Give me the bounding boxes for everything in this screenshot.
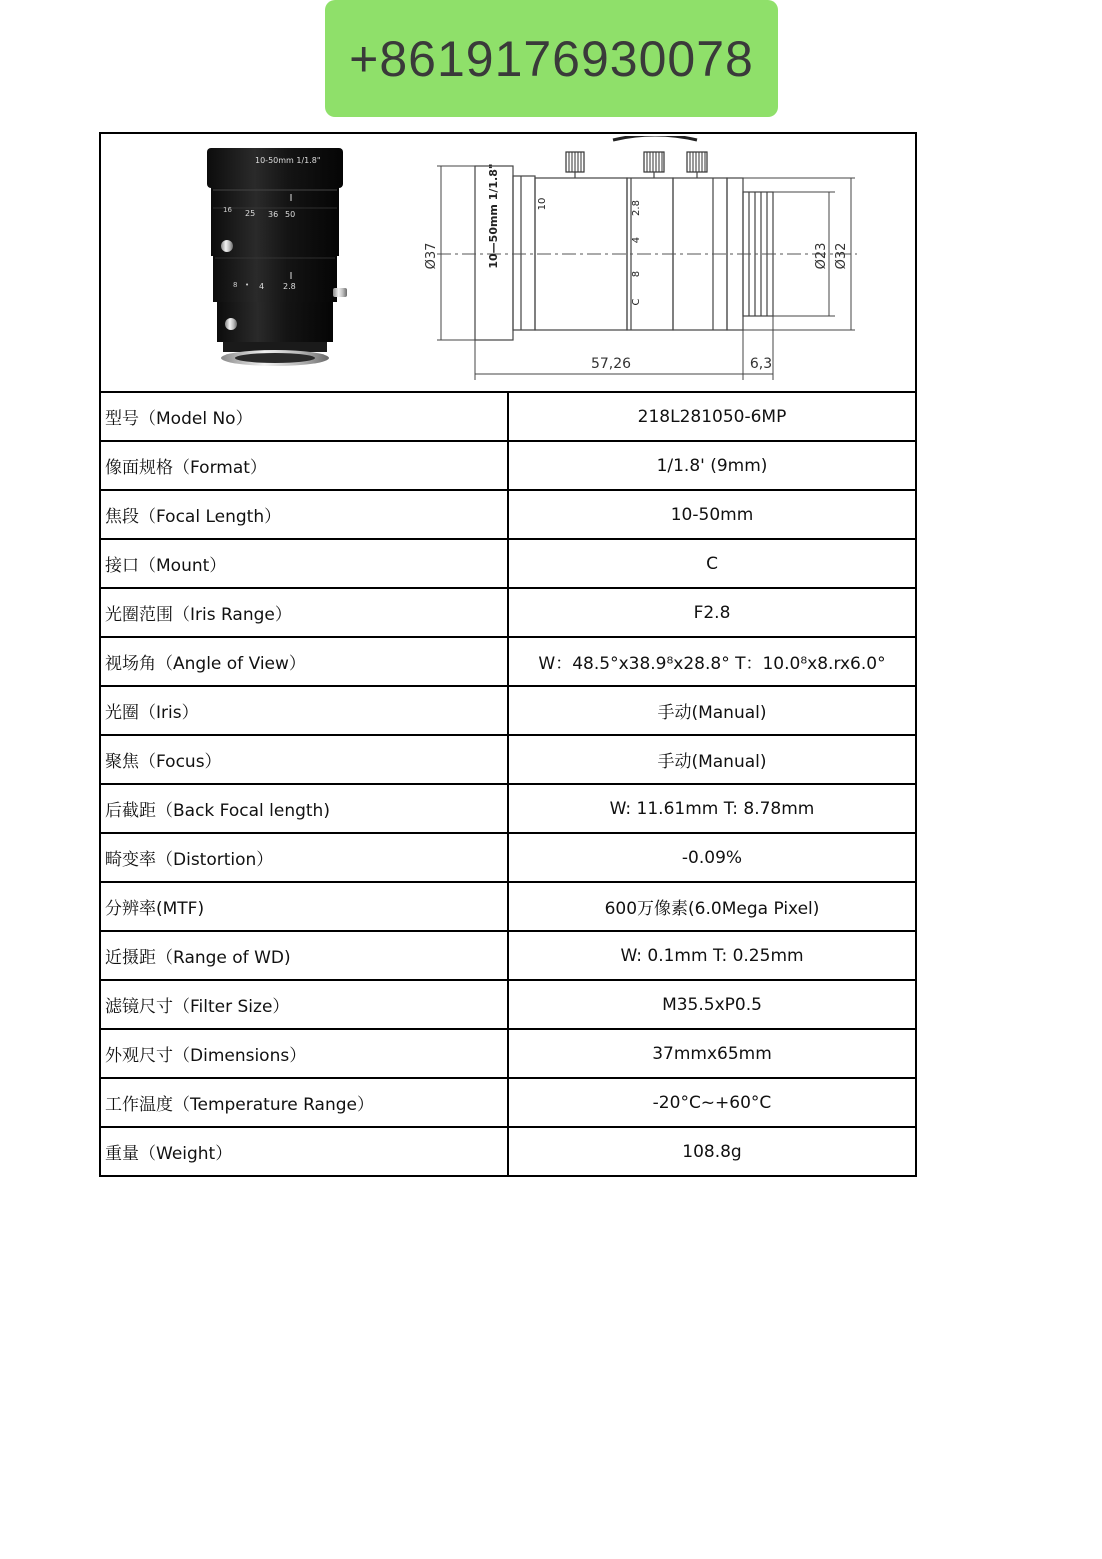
spec-row-mtf: [100, 882, 916, 931]
spec-value: W: 11.61mm T: 8.78mm: [508, 784, 916, 833]
spec-label: 聚焦（Focus）: [100, 735, 508, 784]
ring-mark-2-8: 2.8: [631, 200, 642, 216]
lens-photo: [205, 146, 355, 368]
spec-value: 37mmx65mm: [508, 1029, 916, 1078]
lens-dimension-drawing: [417, 136, 867, 386]
spec-label: 后截距（Back Focal length): [100, 784, 508, 833]
spec-row-back-focal-length: [100, 784, 916, 833]
spec-row-mount: [100, 539, 916, 588]
dim-diameter-32: Ø32: [834, 242, 849, 270]
zoom-mark-16: 16: [223, 206, 232, 214]
spec-value: 218L281050-6MP: [508, 392, 916, 441]
spec-label: 近摄距（Range of WD): [100, 931, 508, 980]
phone-number: +8619176930078: [349, 30, 754, 87]
spec-label: 重量（Weight）: [100, 1127, 508, 1176]
iris-mark-8: 8: [233, 281, 238, 289]
image-row: [100, 133, 916, 392]
spec-row-weight: [100, 1127, 916, 1176]
spec-row-angle-of-view: [100, 637, 916, 686]
spec-value: 10-50mm: [508, 490, 916, 539]
spec-label: 畸变率（Distortion）: [100, 833, 508, 882]
spec-label: 分辨率(MTF): [100, 882, 508, 931]
spec-row-range-of-wd: [100, 931, 916, 980]
dim-length-main: 57,26: [590, 356, 632, 372]
spec-row-temperature-range: [100, 1078, 916, 1127]
ring-mark-c: C: [631, 298, 642, 306]
spec-value: 手动(Manual): [508, 686, 916, 735]
ring-mark-10: 10: [537, 197, 548, 211]
spec-value: F2.8: [508, 588, 916, 637]
zoom-lock-screw: [221, 240, 233, 252]
spec-label: 外观尺寸（Dimensions）: [100, 1029, 508, 1078]
spec-row-distortion: [100, 833, 916, 882]
dim-length-back: 6,3: [749, 356, 773, 372]
spec-row-iris-range: [100, 588, 916, 637]
spec-row-format: [100, 441, 916, 490]
spec-value: -20°C~+60°C: [508, 1078, 916, 1127]
spec-label: 接口（Mount）: [100, 539, 508, 588]
spec-value: C: [508, 539, 916, 588]
spec-label: 焦段（Focal Length）: [100, 490, 508, 539]
spec-label: 像面规格（Format）: [100, 441, 508, 490]
spec-value: 600万像素(6.0Mega Pixel): [508, 882, 916, 931]
spec-value: W: 0.1mm T: 0.25mm: [508, 931, 916, 980]
barrel-text: 10—50mm 1/1.8": [487, 163, 500, 269]
spec-value: 108.8g: [508, 1127, 916, 1176]
spec-row-filter-size: [100, 980, 916, 1029]
iris-mark-4: 4: [259, 282, 265, 291]
zoom-mark-36: 36: [268, 210, 279, 219]
spec-label: 滤镜尺寸（Filter Size）: [100, 980, 508, 1029]
spec-row-focus: [100, 735, 916, 784]
spec-value: M35.5xP0.5: [508, 980, 916, 1029]
dim-diameter-23: Ø23: [814, 242, 829, 270]
spec-value: 1/1.8' (9mm): [508, 441, 916, 490]
spec-value: W：48.5°x38.9⁸x28.8° T：10.0⁸x8.rx6.0°: [508, 637, 916, 686]
spec-label: 型号（Model No）: [100, 392, 508, 441]
spec-label: 光圈范围（Iris Range）: [100, 588, 508, 637]
iris-mark-dot: •: [245, 281, 250, 289]
spec-label: 视场角（Angle of View）: [100, 637, 508, 686]
spec-row-iris: [100, 686, 916, 735]
spec-value: 手动(Manual): [508, 735, 916, 784]
spec-value: -0.09%: [508, 833, 916, 882]
spec-row-model: [100, 392, 916, 441]
spec-label: 光圈（Iris）: [100, 686, 508, 735]
focus-lock-screw: [225, 318, 237, 330]
spec-label: 工作温度（Temperature Range）: [100, 1078, 508, 1127]
phone-number-banner: [325, 0, 778, 117]
iris-lock-screw: [333, 288, 347, 297]
spec-row-dimensions: [100, 1029, 916, 1078]
dim-diameter-37: Ø37: [424, 242, 439, 270]
spec-table: [99, 132, 917, 1177]
ring-mark-8: 8: [631, 270, 642, 278]
ring-mark-4: 4: [631, 236, 642, 244]
spec-row-focal-length: [100, 490, 916, 539]
zoom-mark-50: 50: [285, 210, 296, 219]
iris-mark-2-8: 2.8: [283, 282, 296, 291]
image-cell: [100, 133, 916, 392]
zoom-mark-25: 25: [245, 209, 256, 218]
lens-top-text: 10-50mm 1/1.8": [255, 156, 321, 165]
